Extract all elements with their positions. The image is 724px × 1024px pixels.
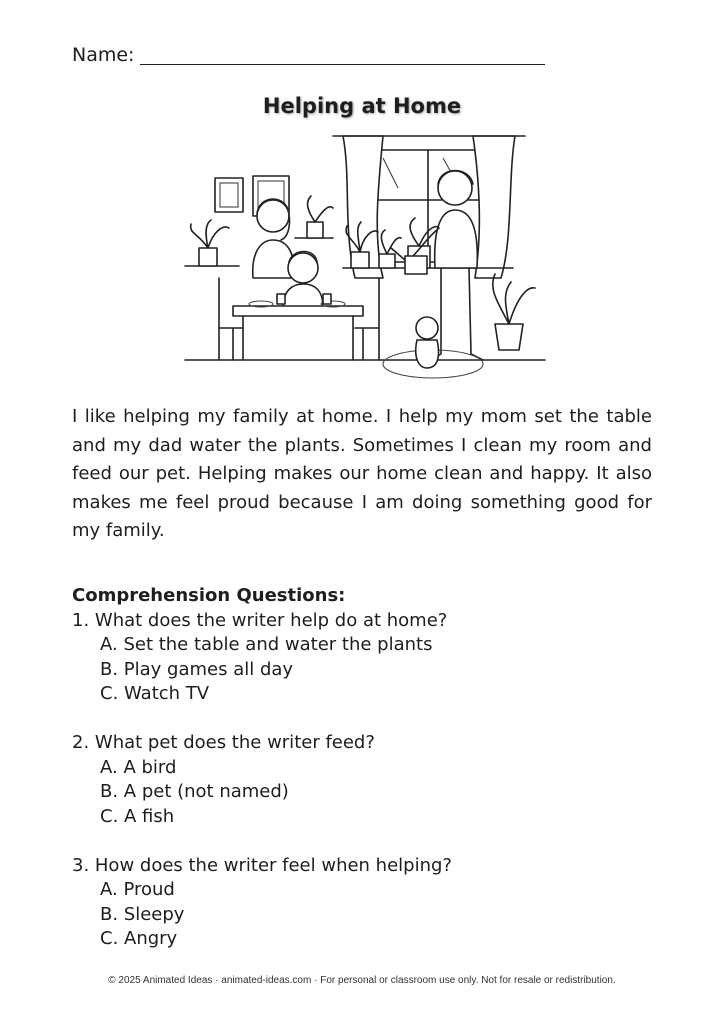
answer-option[interactable]: A. Set the table and water the plants xyxy=(100,634,433,655)
answer-option[interactable]: B. A pet (not named) xyxy=(100,781,289,802)
question-2 xyxy=(72,731,672,829)
question-prompt: 3. How does the writer feel when helping? xyxy=(72,854,452,876)
family-helping-illustration xyxy=(183,128,548,396)
answer-option[interactable]: B. Play games all day xyxy=(100,658,294,680)
answer-option[interactable]: C. Angry xyxy=(100,928,178,949)
question-prompt: 1. What does the writer help do at home? xyxy=(72,609,448,631)
name-label: Name: xyxy=(72,44,135,66)
question-prompt: 2. What pet does the writer feed? xyxy=(72,732,375,753)
name-field xyxy=(72,44,545,66)
answer-option[interactable]: B. Sleepy xyxy=(100,903,185,925)
questions-heading: Comprehension Questions: xyxy=(72,585,346,606)
reading-passage: I like helping my family at home. I help my mom set the table and my dad water the plants. Sometimes I clean my room and feed our pet. Helping makes our home clean and happy. It also makes me feel proud because I am doing something good for my family. xyxy=(72,406,652,542)
name-blank-line[interactable] xyxy=(140,46,545,65)
question-3 xyxy=(72,854,672,952)
answer-option[interactable]: A. A bird xyxy=(100,756,177,778)
worksheet-title: Helping at Home xyxy=(262,94,462,118)
question-1 xyxy=(72,609,672,707)
comprehension-questions xyxy=(72,584,672,976)
answer-option[interactable]: C. A fish xyxy=(100,805,175,827)
answer-option[interactable]: A. Proud xyxy=(100,879,175,900)
answer-option[interactable]: C. Watch TV xyxy=(100,683,210,704)
copyright-footer: © 2025 Animated Ideas · animated-ideas.com · For personal or classroom use only. Not for resale or redistribution. xyxy=(108,975,616,986)
